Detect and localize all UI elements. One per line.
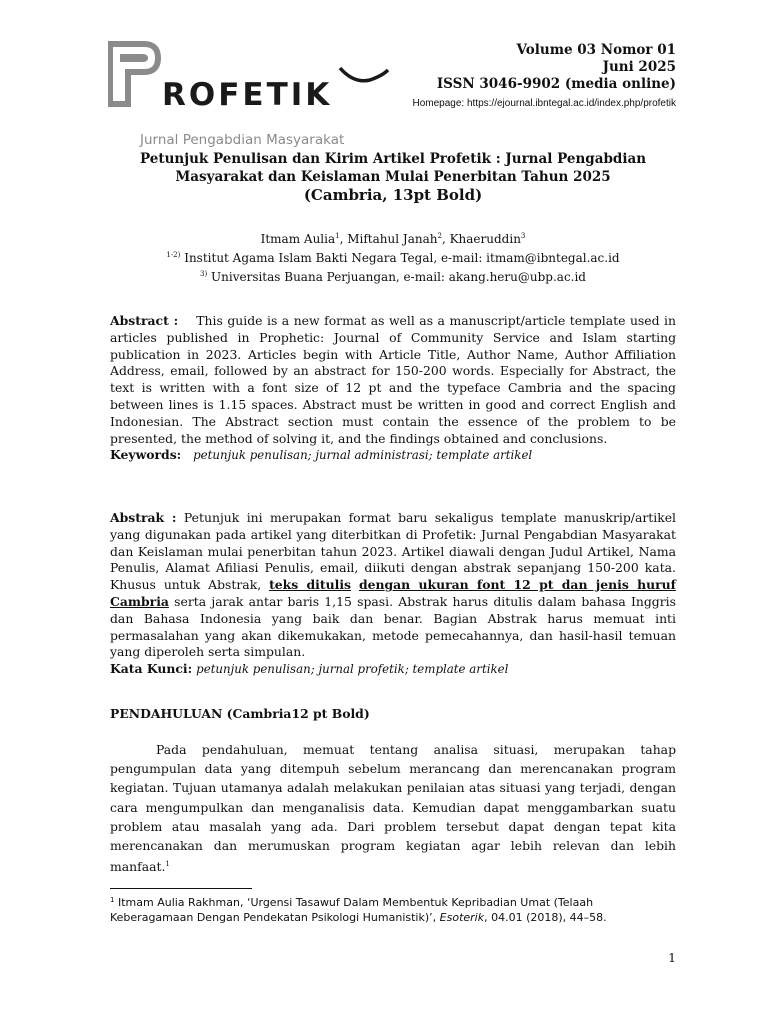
author-1: Itmam Aulia xyxy=(260,232,336,246)
footnote-text-b: , 04.01 (2018), 44–58. xyxy=(484,911,607,925)
abstrak-underline-1: teks ditulis xyxy=(269,577,352,593)
affiliation-1-text: Institut Agama Islam Bakti Negara Tegal, e-mail: itmam@ibntegal.ac.id xyxy=(184,251,620,265)
article-title xyxy=(108,150,678,204)
page-number: 1 xyxy=(668,950,676,965)
abstract-english xyxy=(110,313,676,464)
author-3-sup: 3 xyxy=(520,232,526,240)
abstrak-underline-2: dengan ukuran font 12 pt dan jenis huruf Cambria xyxy=(110,577,676,609)
abstrak-label: Abstrak : xyxy=(110,510,177,525)
journal-logo xyxy=(108,40,398,148)
author-block xyxy=(108,228,678,285)
affiliation-2 xyxy=(108,266,678,285)
footnote xyxy=(110,893,676,926)
homepage-link[interactable]: Homepage: https://ejournal.ibntegal.ac.id/index.php/profetik xyxy=(412,98,676,109)
affiliation-2-sup: 3) xyxy=(200,270,208,278)
title-line-3: (Cambria, 13pt Bold) xyxy=(303,186,483,204)
issue-date: Juni 2025 xyxy=(602,59,676,75)
abstract-text: This guide is a new format as well as a manuscript/article template used in articles published in Prophetic: Journal of Community Service and Islam starting publication in 2023. Articles begin with Article Title, Author Name, Author Affiliation Address, email, followed by an abstract for 150-200 words. Especially for Abstract, the text is written with a font size of 12 pt and the typeface Cambria and the spacing between lines is 1.15 spaces. Abstract must be written in good and correct English and Indonesian. The Abstract section must contain the essence of the problem to be presented, the method of solving it, and the findings obtained and conclusions. xyxy=(110,313,676,446)
kata-kunci-label: Kata Kunci: xyxy=(110,661,193,677)
keywords-label: Keywords: xyxy=(110,447,182,463)
author-names: Itmam Aulia$^1$, Miftahul Janah$^2$, Khaeruddin$^3$ xyxy=(260,232,526,246)
journal-subtitle: Jurnal Pengabdian Masyarakat xyxy=(140,132,345,148)
author-1-sup: 1 xyxy=(335,232,340,240)
affiliation-1 xyxy=(108,247,678,266)
author-2: Miftahul Janah xyxy=(347,232,438,246)
section-heading: PENDAHULUAN (Cambria12 pt Bold) xyxy=(110,706,370,721)
abstrak-text-a: Petunjuk ini merupakan format baru sekaligus template manuskrip/artikel yang digunakan pada artikel yang diterbitkan di Profetik: Jurnal Pengabdian Masyarakat dan Keislaman mulai penerbitan tahun 2023. Artikel diawali dengan Judul Artikel, Nama Penulis, Alamat Afiliasi Penulis, email, diikuti dengan abstrak sepanjang 150-200 kata. Khusus untuk Abstrak, xyxy=(110,510,676,593)
title-line-2: Masyarakat dan Keislaman Mulai Penerbitan Tahun 2025 xyxy=(175,169,611,185)
footnote-divider xyxy=(110,888,252,889)
kata-kunci-text: petunjuk penulisan; jurnal profetik; template artikel xyxy=(196,662,509,677)
keywords-text: petunjuk penulisan; jurnal administrasi; template artikel xyxy=(193,448,533,463)
volume-number: Volume 03 Nomor 01 xyxy=(516,42,676,58)
abstract-indonesian xyxy=(110,510,676,678)
abstrak-text-b: serta jarak antar baris 1,15 spasi. Abstrak harus ditulis dalam bahasa Inggris dan Bahasa Indonesia yang baik dan benar. Bagian Abstrak harus memuat inti permasalahan yang akan dikemukakan, metode pemecahannya, dan hasil-hasil temuan yang diperoleh serta simpulan. xyxy=(110,593,676,660)
keywords-line xyxy=(110,447,676,464)
intro-text: Pada pendahuluan, memuat tentang analisa situasi, merupakan tahap pengumpulan data yang ditempuh sebelum merancang dan merencanakan program kegiatan. Tujuan utamanya adalah melakukan penilaian atas situasi yang terjadi, dengan cara mengumpulkan dan menganalisis data. Kemudian dapat menggambarkan suatu problem atau masalah yang ada. Dari problem tersebut dapat dengan tepat kita merencanakan dan merumuskan program kegiatan agar lebih relevan dan lebih manfaat. xyxy=(110,742,676,875)
title-line-1: Petunjuk Penulisan dan Kirim Artikel Profetik : Jurnal Pengabdian xyxy=(139,151,647,167)
author-3: Khaeruddin xyxy=(449,232,521,246)
footnote-journal: Esoterik xyxy=(439,911,485,925)
footnote-text-a: Itmam Aulia Rakhman, ‘Urgensi Tasawuf Dalam Membentuk Kepribadian Umat (Telaah Keberagamaan Dengan Pendekatan Psikologi Humanistik)’, xyxy=(110,896,594,925)
kata-kunci-line xyxy=(110,661,676,678)
logo-wordmark: ROFETIK xyxy=(162,77,333,113)
abstract-label: Abstract : xyxy=(110,313,179,328)
footnote-number: 1 xyxy=(110,896,115,904)
author-2-sup: 2 xyxy=(437,232,442,240)
journal-meta xyxy=(437,42,676,93)
issn: ISSN 3046-9902 (media online) xyxy=(436,76,676,92)
footnote-ref[interactable]: 1 xyxy=(165,860,170,869)
affiliation-1-sup: 1-2) xyxy=(166,251,181,259)
logo-swash-icon xyxy=(108,40,398,114)
affiliation-2-text: Universitas Buana Perjuangan, e-mail: akang.heru@ubp.ac.id xyxy=(211,270,586,284)
intro-paragraph xyxy=(110,740,676,876)
